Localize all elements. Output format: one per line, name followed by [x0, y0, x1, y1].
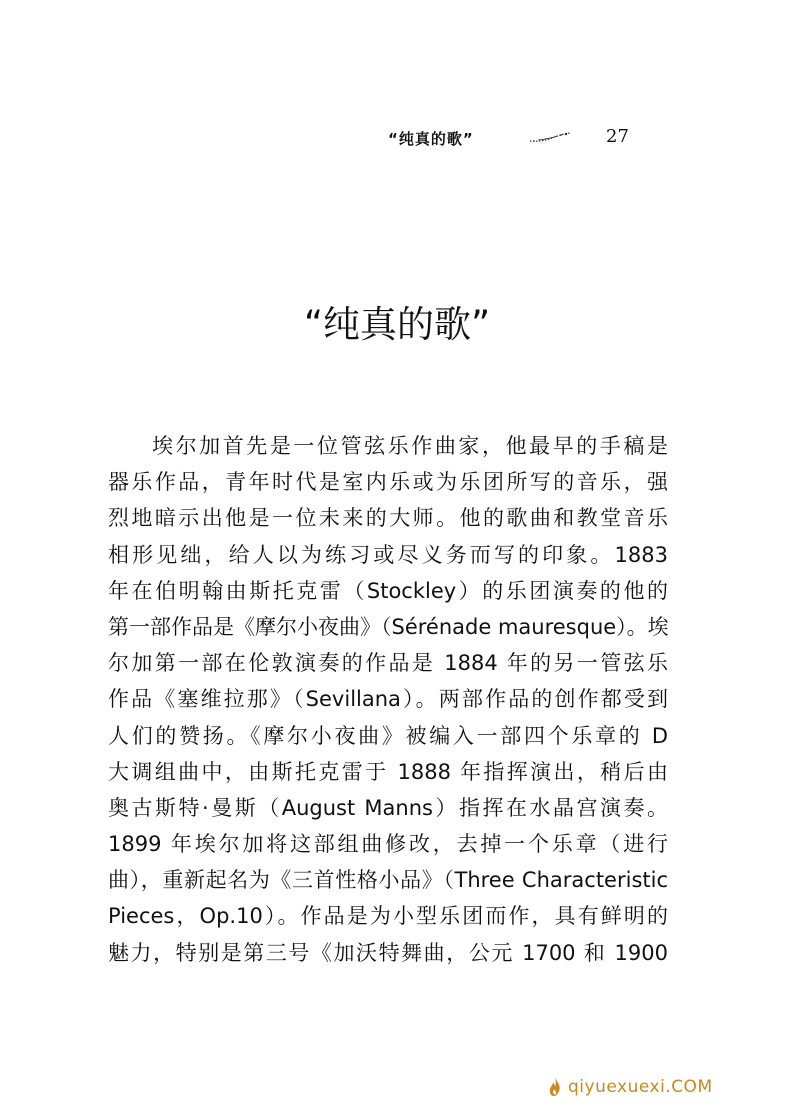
text-line: Pieces，Op.10）。作品是为小型乐团而作，具有鲜明的: [108, 904, 668, 929]
flame-logo-icon: [548, 1077, 562, 1097]
text-line: 烈地暗示出他是一位未来的大师。他的歌曲和教堂音乐: [108, 506, 668, 531]
text-line: 相形见绌，给人以为练习或尽义务而写的印象。1883: [108, 542, 668, 567]
text-line: 埃尔加首先是一位管弦乐作曲家，他最早的手稿是: [152, 434, 668, 458]
text-line: 作品《塞维拉那》（Sevillana）。两部作品的创作都受到: [108, 687, 668, 712]
page-number: 27: [606, 126, 629, 147]
text-line: 大调组曲中，由斯托克雷于 1888 年指挥演出，稍后由: [108, 759, 668, 784]
text-line: 人们的赞扬。《摩尔小夜曲》被编入一部四个乐章的 D: [108, 723, 668, 748]
watermark-text: qiyuexuexi.COM: [568, 1077, 713, 1097]
text-line: 年在伯明翰由斯托克雷（Stockley）的乐团演奏的他的: [108, 578, 668, 603]
body-paragraph: [108, 428, 668, 971]
chapter-title: “纯真的歌”: [303, 303, 491, 346]
text-line: 1899 年埃尔加将这部组曲修改，去掉一个乐章（进行: [108, 832, 668, 857]
text-line: 尔加第一部在伦敦演奏的作品是 1884 年的另一管弦乐: [108, 651, 668, 676]
text-line: 器乐作品，青年时代是室内乐或为乐团所写的音乐，强: [108, 470, 668, 495]
text-line: 曲），重新起名为《三首性格小品》（Three Characteristic: [108, 868, 668, 893]
running-head: [388, 126, 648, 154]
text-line: 第一部作品是《摩尔小夜曲》（Sérénade mauresque）。埃: [108, 614, 669, 639]
watermark: [548, 1074, 713, 1100]
text-line: 魅力，特别是第三号《加沃特舞曲，公元 1700 和 1900: [108, 940, 668, 965]
ornament-flourish-icon: [528, 130, 572, 144]
running-head-title: “纯真的歌”: [388, 130, 474, 148]
text-line: 奥古斯特·曼斯（August Manns）指挥在水晶宫演奏。: [108, 795, 668, 820]
